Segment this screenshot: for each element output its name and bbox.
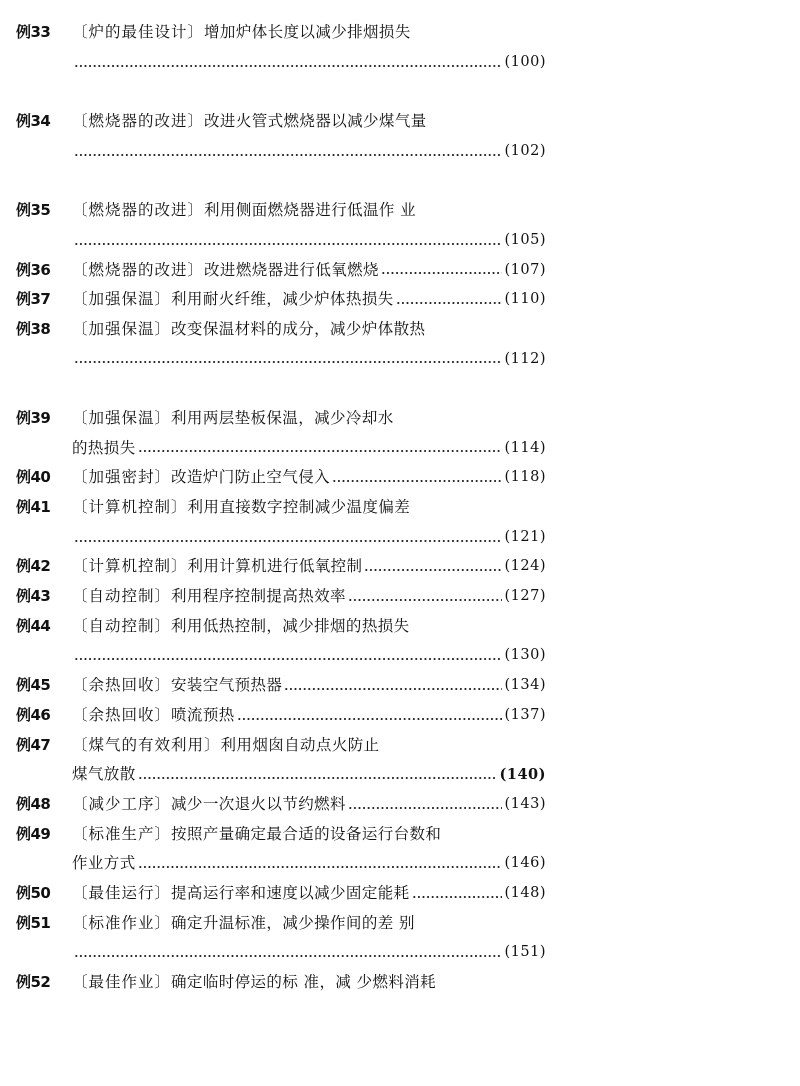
toc-entry[interactable] (16, 463, 546, 493)
dot-leader (284, 688, 501, 690)
entry-number: 例50 (16, 883, 51, 902)
entry-title (72, 463, 330, 493)
entry-title (72, 968, 436, 998)
entry-number: 例51 (16, 913, 51, 932)
entry-number: 例38 (16, 319, 51, 338)
entry-number: 例39 (16, 408, 51, 427)
toc-entry-line (16, 196, 546, 226)
entry-title (72, 552, 362, 582)
entry-category: 〔最佳作业〕 (72, 973, 172, 991)
entry-number: 例41 (16, 498, 51, 516)
page-number: (110) (504, 291, 546, 308)
toc-entry[interactable] (16, 256, 546, 286)
toc-entry-line (16, 671, 546, 701)
toc-entry-line (16, 612, 546, 642)
dot-leader (332, 480, 501, 482)
toc-entry[interactable] (16, 315, 546, 374)
entry-number: 例45 (16, 676, 51, 695)
dot-leader (74, 243, 502, 245)
page-number: (121) (504, 528, 546, 545)
entry-spacer (16, 166, 546, 196)
entry-title-text: 改造炉门防止空气侵入 (171, 468, 331, 487)
entry-title (72, 909, 415, 939)
entry-title (72, 107, 427, 137)
entry-title-text: 改进火管式燃烧器以减少煤气量 (204, 112, 427, 131)
entry-title (72, 612, 410, 642)
toc-entry[interactable] (16, 701, 546, 731)
entry-title-text: 利用两层垫板保温，减少冷却水 (171, 408, 394, 427)
toc-entry-line (16, 18, 546, 48)
entry-number: 例49 (16, 824, 51, 843)
toc-entry-line (16, 404, 546, 434)
toc-entry-continuation (16, 434, 546, 464)
page-number: (146) (504, 855, 546, 872)
entry-title-text: 确定升温标准，减少操作间的差 别 (171, 913, 415, 932)
toc-entry[interactable] (16, 968, 546, 998)
entry-title-text: 改进燃烧器进行低氧燃烧 (204, 260, 379, 279)
entry-title (72, 671, 282, 701)
entry-number: 例42 (16, 557, 51, 576)
entry-category: 〔减少工序〕 (72, 794, 172, 813)
toc-entry-line (16, 315, 546, 345)
entry-number: 例35 (16, 201, 51, 220)
toc-entry[interactable] (16, 731, 546, 790)
entry-category: 〔燃烧器的改进〕 (72, 260, 205, 279)
toc-entry-continuation (16, 48, 546, 78)
toc-entry[interactable] (16, 493, 546, 552)
entry-category: 〔计算机控制〕 (72, 498, 188, 516)
page-number: (140) (499, 766, 546, 784)
entry-number: 例40 (16, 468, 51, 487)
entry-title (72, 18, 411, 48)
entry-title-continuation: 的热损失 (72, 438, 136, 457)
toc-entry-line (16, 582, 546, 612)
page-number: (137) (504, 706, 546, 723)
toc-entry-line (16, 909, 546, 939)
entry-title (72, 256, 379, 286)
entry-category: 〔炉的最佳设计〕 (72, 23, 205, 41)
dot-leader (74, 955, 502, 957)
entry-title (72, 820, 441, 850)
entry-title-text: 利用计算机进行低氧控制 (187, 557, 363, 576)
dot-leader (138, 866, 502, 868)
dot-leader (74, 65, 502, 67)
entry-title-text: 按照产量确定最合适的设备运行台数和 (171, 824, 442, 843)
toc-entry-line (16, 879, 546, 909)
toc-entry[interactable] (16, 552, 546, 582)
toc-entry-line (16, 285, 546, 315)
page-number: (102) (504, 142, 546, 159)
entry-title (72, 493, 410, 523)
page-number: (114) (504, 439, 546, 456)
dot-leader (348, 807, 502, 809)
entry-category: 〔最佳运行〕 (72, 883, 172, 902)
entry-category: 〔标准作业〕 (72, 913, 172, 932)
entry-category: 〔加强保温〕 (72, 290, 172, 309)
toc-entry-line (16, 463, 546, 493)
page-number: (124) (504, 558, 546, 575)
entry-category: 〔燃烧器的改进〕 (72, 112, 205, 131)
page-number: (134) (504, 677, 546, 694)
entry-category: 〔标准生产〕 (72, 824, 172, 843)
entry-number: 例48 (16, 794, 51, 813)
toc-entry-line (16, 552, 546, 582)
dot-leader (138, 777, 497, 779)
entry-title-continuation: 煤气放散 (72, 765, 136, 784)
entry-number: 例44 (16, 616, 51, 635)
entry-title-text: 增加炉体长度以减少排烟损失 (204, 23, 411, 41)
toc-entry[interactable] (16, 879, 546, 909)
toc-entry[interactable] (16, 820, 546, 879)
toc-entry-continuation (16, 226, 546, 256)
entry-number: 例37 (16, 290, 51, 309)
dot-leader (396, 302, 502, 304)
page-number: (100) (504, 53, 546, 70)
toc-entry-line (16, 107, 546, 137)
toc-entry-continuation (16, 938, 546, 968)
toc-entry-continuation (16, 523, 546, 553)
entry-title-text: 提高运行率和速度以减少固定能耗 (171, 883, 410, 902)
entry-title-text: 利用低热控制，减少排烟的热损失 (171, 616, 410, 635)
page-number: (127) (504, 588, 546, 605)
entry-category: 〔加强保温〕 (72, 408, 172, 427)
entry-title-text: 利用侧面燃烧器进行低温作 业 (204, 201, 417, 220)
entry-title (72, 582, 346, 612)
toc-entry[interactable] (16, 107, 546, 166)
entry-title-continuation: 作业方式 (72, 854, 136, 873)
dot-leader (74, 361, 502, 363)
toc-entry[interactable] (16, 18, 546, 77)
entry-title-text: 确定临时停运的标 准，减 少燃料消耗 (171, 973, 437, 991)
entry-category: 〔加强密封〕 (72, 468, 172, 487)
entry-title (72, 731, 380, 761)
entry-category: 〔燃烧器的改进〕 (72, 201, 205, 220)
entry-spacer (16, 77, 546, 107)
entry-title (72, 879, 410, 909)
entry-title (72, 315, 425, 345)
toc-entry[interactable] (16, 582, 546, 612)
dot-leader (381, 272, 502, 274)
entry-title-text: 改变保温材料的成分，减少炉体散热 (171, 319, 426, 338)
entry-number: 例47 (16, 735, 51, 754)
entry-number: 例34 (16, 112, 51, 131)
dot-leader (364, 569, 501, 571)
toc-entry-line (16, 493, 546, 523)
entry-category: 〔余热回收〕 (72, 705, 172, 724)
toc-entry-continuation (16, 849, 546, 879)
toc-entry-line (16, 968, 546, 998)
dot-leader (138, 450, 502, 452)
page-number: (112) (504, 350, 546, 367)
entry-title-text: 减少一次退火以节约燃料 (171, 794, 346, 813)
toc-entry-continuation (16, 345, 546, 375)
toc-entry-line (16, 731, 546, 761)
toc-entry-continuation (16, 760, 546, 790)
dot-leader (74, 658, 502, 660)
entry-number: 例52 (16, 973, 51, 991)
table-of-contents (16, 18, 546, 998)
entry-category: 〔余热回收〕 (72, 676, 172, 695)
entry-title-text: 利用直接数字控制减少温度偏差 (187, 498, 411, 516)
dot-leader (74, 154, 502, 156)
entry-title-text: 喷流预热 (171, 705, 235, 724)
entry-number: 例33 (16, 23, 51, 41)
page-number: (130) (504, 647, 546, 664)
page-number: (107) (504, 261, 546, 278)
toc-entry-line (16, 820, 546, 850)
entry-title (72, 404, 394, 434)
dot-leader (237, 718, 502, 720)
page-number: (143) (504, 795, 546, 812)
entry-title (72, 196, 416, 226)
entry-title-text: 利用耐火纤维，减少炉体热损失 (171, 290, 394, 309)
entry-category: 〔计算机控制〕 (72, 557, 188, 576)
entry-category: 〔加强保温〕 (72, 319, 172, 338)
toc-entry-line (16, 790, 546, 820)
page-number: (118) (504, 469, 546, 486)
entry-number: 例43 (16, 587, 51, 606)
toc-entry[interactable] (16, 909, 546, 968)
dot-leader (348, 599, 502, 601)
toc-entry-continuation (16, 137, 546, 167)
toc-entry[interactable] (16, 671, 546, 701)
dot-leader (412, 896, 502, 898)
entry-title (72, 701, 235, 731)
toc-entry[interactable] (16, 612, 546, 671)
entry-title-text: 利用程序控制提高热效率 (171, 587, 346, 606)
entry-category: 〔自动控制〕 (72, 616, 172, 635)
entry-spacer (16, 374, 546, 404)
entry-title (72, 285, 394, 315)
entry-title-text: 利用烟囱自动点火防止 (220, 735, 380, 754)
toc-entry-line (16, 256, 546, 286)
page-number: (148) (504, 884, 546, 901)
toc-entry[interactable] (16, 196, 546, 255)
entry-number: 例36 (16, 260, 51, 279)
entry-title-text: 安装空气预热器 (171, 676, 283, 695)
dot-leader (74, 540, 502, 542)
toc-entry-line (16, 701, 546, 731)
toc-entry[interactable] (16, 285, 546, 315)
entry-category: 〔煤气的有效利用〕 (72, 735, 221, 754)
entry-number: 例46 (16, 705, 51, 724)
page-number: (105) (504, 231, 546, 248)
toc-entry[interactable] (16, 790, 546, 820)
entry-category: 〔自动控制〕 (72, 587, 172, 606)
page-number: (151) (504, 944, 546, 961)
toc-entry-continuation (16, 641, 546, 671)
toc-entry[interactable] (16, 404, 546, 463)
entry-title (72, 790, 346, 820)
